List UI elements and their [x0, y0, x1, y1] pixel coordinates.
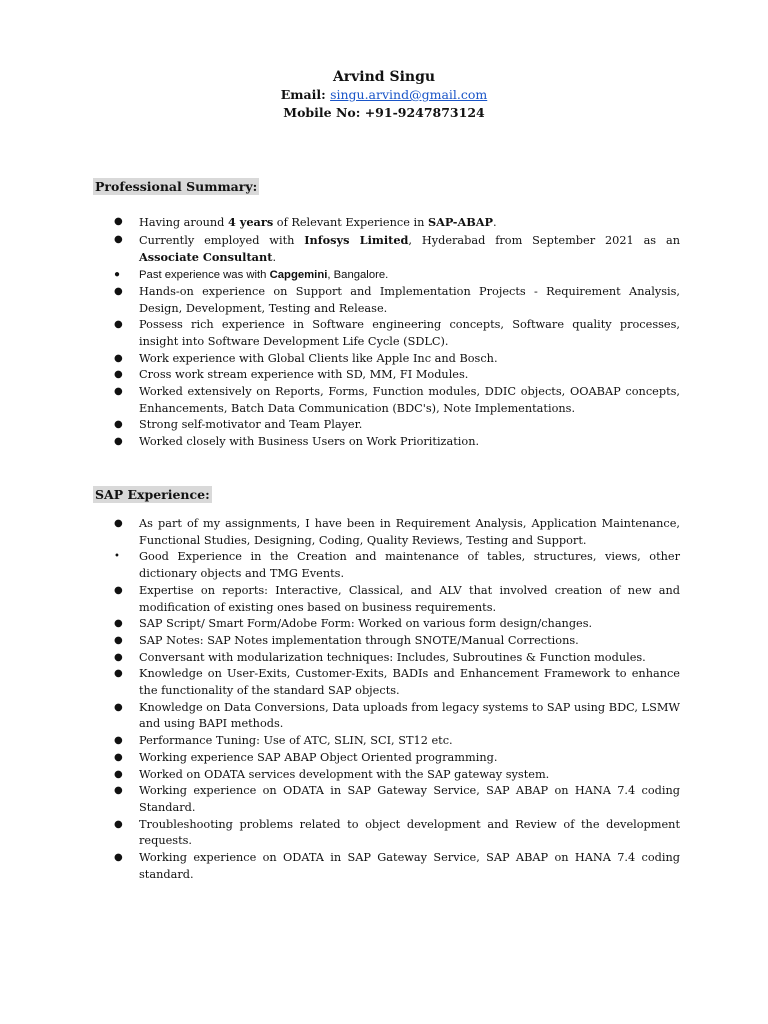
list-item	[93, 367, 680, 384]
text: Work experience with Global Clients like Apple Inc and Bosch.	[139, 351, 498, 365]
list-item	[93, 767, 680, 784]
resume-header	[0, 68, 768, 122]
text: Working experience on ODATA in SAP Gateway Service, SAP ABAP on HANA 7.4 coding standard.	[139, 851, 680, 881]
list-item	[93, 434, 680, 451]
list-item	[93, 267, 680, 284]
bullet-icon: ●	[114, 634, 123, 646]
list-item	[93, 583, 680, 616]
email-link[interactable]: singu.arvind@gmail.com	[330, 87, 488, 102]
text: , Hyderabad from September 2021 as an	[408, 233, 680, 247]
text: Troubleshooting problems related to object development and Review of the development requests.	[139, 817, 680, 848]
bullet-icon: ●	[114, 735, 123, 747]
text: Strong self-motivator and Team Player.	[139, 418, 363, 432]
list-item	[93, 666, 680, 699]
list-item	[93, 817, 680, 850]
list-item	[93, 417, 680, 434]
bullet-icon: ●	[114, 436, 123, 448]
list-item	[93, 351, 680, 368]
bullet-icon: ●	[114, 419, 123, 431]
text: Working experience SAP ABAP Object Oriented programming.	[139, 750, 498, 764]
bullet-icon: ●	[114, 618, 123, 630]
mobile-line: Mobile No: +91-9247873124	[283, 105, 485, 120]
list-item	[93, 317, 680, 350]
bullet-icon: ●	[114, 751, 123, 763]
bullet-icon: ●	[114, 269, 121, 281]
bullet-icon: •	[114, 551, 120, 563]
bullet-icon: ●	[114, 233, 123, 245]
bullet-icon: ●	[114, 352, 123, 364]
list-item	[93, 650, 680, 667]
bullet-icon: ●	[114, 216, 123, 227]
text: Cross work stream experience with SD, MM, FI Modules.	[139, 368, 469, 382]
text: Conversant with modularization techniques: Includes, Subroutines & Function modules.	[139, 650, 646, 664]
text-bold: 4 years	[228, 215, 274, 229]
text: Working experience on ODATA in SAP Gateway Service, SAP ABAP on HANA 7.4 coding Standard.	[139, 784, 680, 814]
candidate-name: Arvind Singu	[332, 69, 436, 85]
bullet-icon: ●	[114, 852, 123, 864]
text: Worked on ODATA services development with the SAP gateway system.	[139, 767, 550, 781]
text: Knowledge on User-Exits, Customer-Exits, BADIs and Enhancement Framework to enhance the functionality of the standard SAP objects.	[139, 667, 680, 698]
text-bold: Infosys Limited	[304, 232, 409, 247]
list-item	[93, 284, 680, 317]
text: Expertise on reports: Interactive, Classical, and ALV that involved creation of new and modification of existing ones based on business requirements.	[139, 583, 680, 614]
bullet-icon: ●	[114, 701, 123, 713]
text: .	[272, 251, 277, 265]
professional-summary-heading: Professional Summary:	[95, 179, 258, 194]
text: Performance Tuning: Use of ATC, SLIN, SCI, ST12 etc.	[139, 734, 453, 748]
text: SAP Notes: SAP Notes implementation through SNOTE/Manual Corrections.	[139, 633, 579, 647]
list-item	[93, 232, 680, 267]
text-bold: SAP-ABAP	[427, 215, 494, 229]
bullet-icon: ●	[114, 386, 123, 398]
list-item	[93, 850, 680, 883]
bullet-icon: ●	[114, 785, 123, 797]
list-item	[93, 214, 680, 232]
professional-summary-list	[93, 214, 680, 451]
text: Having around	[139, 216, 228, 229]
text: SAP Script/ Smart Form/Adobe Form: Worked on various form design/changes.	[139, 617, 593, 631]
bullet-icon: ●	[114, 668, 123, 680]
text: Good Experience in the Creation and maintenance of tables, structures, views, other dictionary objects and TMG Events.	[139, 550, 680, 581]
text-bold: Capgemini	[269, 269, 328, 282]
sap-experience-heading: SAP Experience:	[95, 487, 210, 502]
bullet-icon: ●	[114, 518, 123, 529]
list-item	[93, 750, 680, 767]
sap-experience-list	[93, 516, 680, 883]
text: Knowledge on Data Conversions, Data uploads from legacy systems to SAP using BDC, LSMW and using BAPI methods.	[139, 700, 680, 731]
bullet-icon: ●	[114, 768, 123, 780]
text: of Relevant Experience in	[273, 216, 428, 229]
text: As part of my assignments, I have been in Requirement Analysis, Application Maintenance, Functional Studies, Designing, Coding, Quality Reviews, Testing and Support.	[139, 517, 680, 547]
bullet-icon: ●	[114, 651, 123, 663]
bullet-icon: ●	[114, 818, 123, 830]
list-item	[93, 616, 680, 633]
bullet-icon: ●	[114, 584, 123, 596]
list-item	[93, 633, 680, 650]
list-item	[93, 700, 680, 733]
text: Hands-on experience on Support and Implementation Projects - Requirement Analysis, Design, Development, Testing and Release.	[139, 284, 680, 315]
bullet-icon: ●	[114, 369, 123, 381]
list-item	[93, 549, 680, 582]
email-label: Email:	[280, 87, 331, 102]
text: Currently employed with	[139, 233, 305, 247]
bullet-icon: ●	[114, 319, 123, 331]
text-bold: Associate Consultant	[139, 250, 273, 265]
text: Possess rich experience in Software engineering concepts, Software quality processes, insight into Software Development Life Cycle (SDLC).	[139, 318, 680, 348]
text: .	[493, 216, 497, 229]
list-item	[93, 384, 680, 417]
text: Worked extensively on Reports, Forms, Function modules, DDIC objects, OOABAP concepts, Enhancements, Batch Data Communication (BDC's), Note Implementations.	[139, 385, 680, 415]
list-item	[93, 783, 680, 816]
list-item	[93, 733, 680, 750]
list-item	[93, 516, 680, 549]
email-line	[0, 86, 768, 104]
text: Past experience was with	[139, 269, 270, 282]
text: , Bangalore.	[327, 269, 389, 282]
bullet-icon: ●	[114, 285, 123, 297]
text: Worked closely with Business Users on Work Prioritization.	[139, 435, 480, 449]
